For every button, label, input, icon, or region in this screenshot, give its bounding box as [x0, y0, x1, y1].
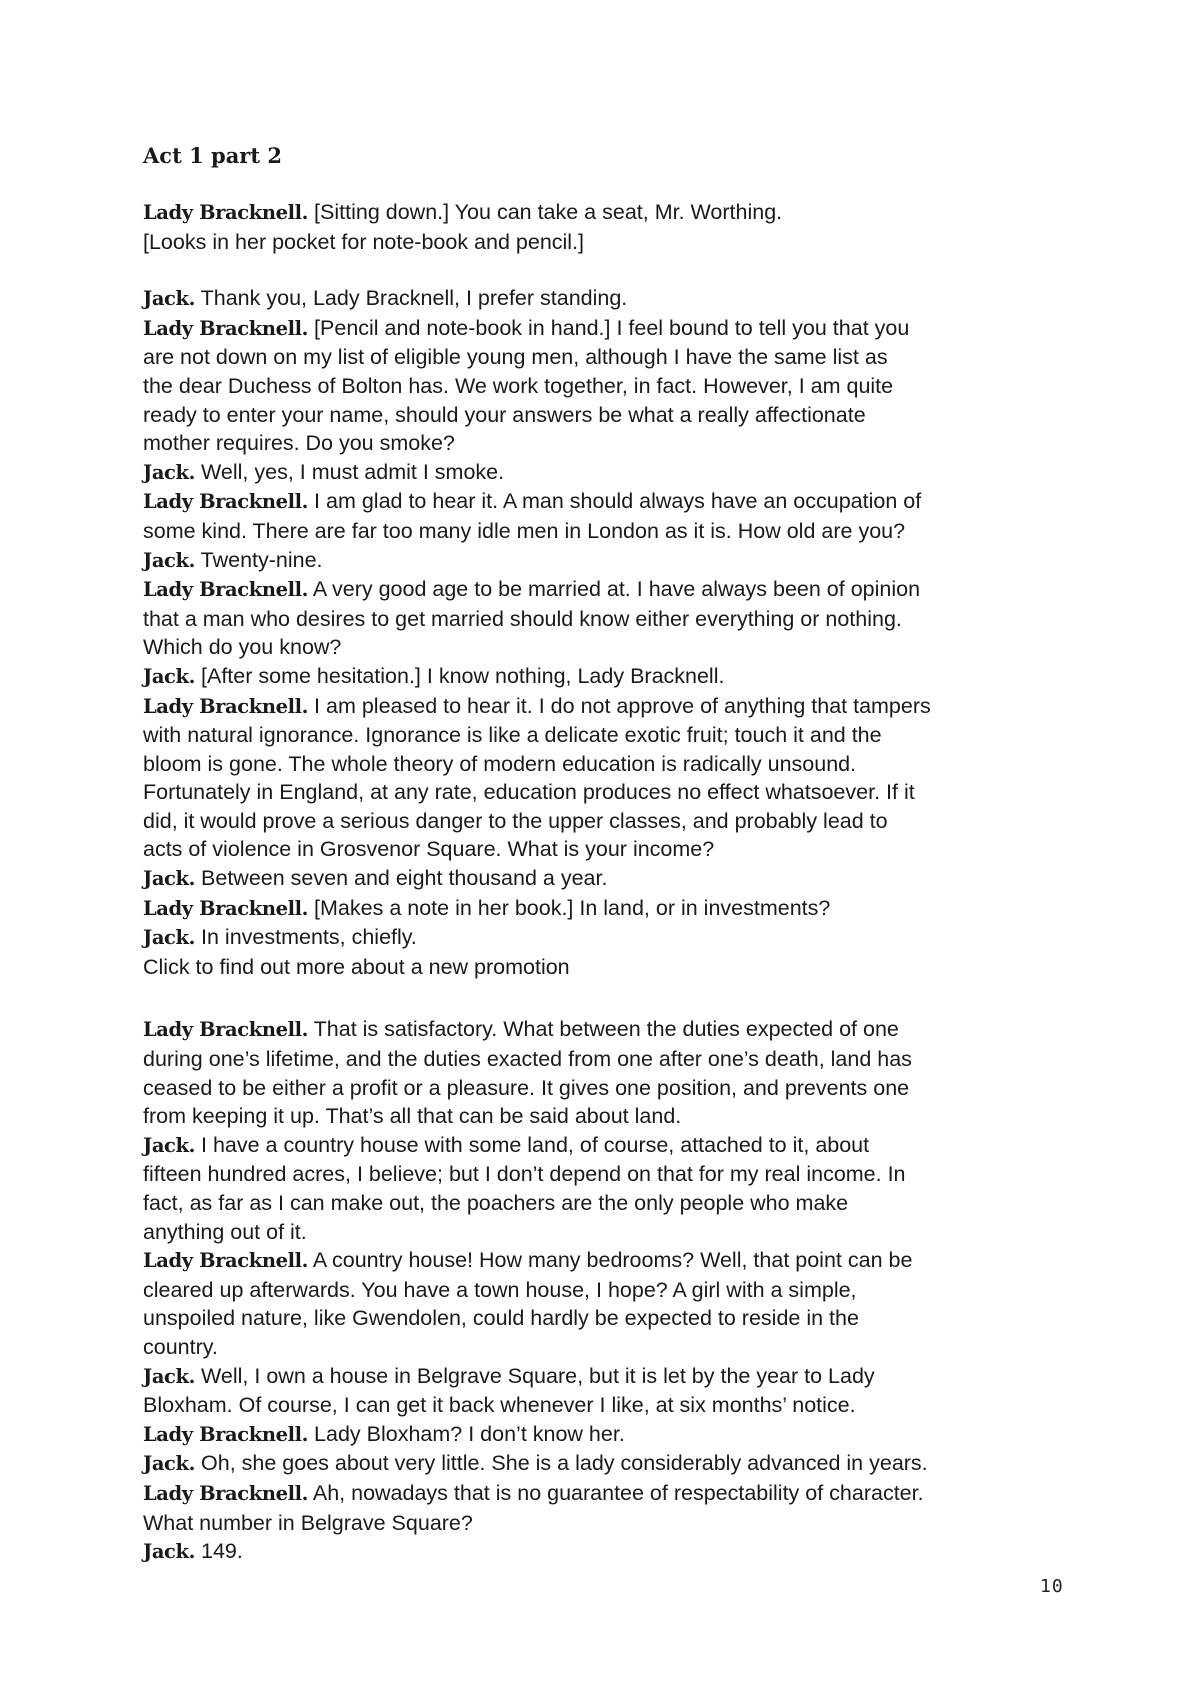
speaker-name: Jack. [143, 664, 196, 688]
dialogue-text: Ah, nowadays that is no guarantee of respectability of character. [308, 1480, 924, 1505]
dialogue-text: [After some hesitation.] I know nothing, Lady Bracknell. [195, 663, 725, 688]
speaker-name: Lady Bracknell. [143, 896, 309, 920]
dialogue-line [143, 198, 1073, 228]
spacer [143, 981, 1073, 1015]
dialogue-continuation [143, 1391, 1073, 1420]
dialogue-continuation [143, 1074, 1073, 1103]
dialogue-line [143, 546, 1073, 576]
dialogue-text: That is satisfactory. What between the duties expected of one [308, 1017, 899, 1042]
dialogue-text: 149. [195, 1539, 243, 1564]
speaker-name: Lady Bracknell. [143, 201, 309, 224]
dialogue-text: the dear Duchess of Bolton has. We work together, in fact. However, I am quite [143, 373, 894, 398]
dialogue-continuation [143, 343, 1073, 372]
dialogue-text: [Looks in her pocket for note-book and pencil.] [143, 229, 585, 254]
dialogue-continuation [143, 953, 1073, 982]
dialogue-continuation [143, 401, 1073, 430]
dialogue-text: from keeping it up. That’s all that can be said about land. [143, 1104, 682, 1129]
dialogue-continuation [143, 750, 1073, 779]
dialogue-text: I am pleased to hear it. I do not approve of anything that tampers [308, 693, 931, 718]
dialogue-text: did, it would prove a serious danger to the upper classes, and probably lead to [143, 808, 888, 833]
speaker-name: Lady Bracknell. [143, 316, 309, 340]
dialogue-text: [Pencil and note-book in hand.] I feel bound to tell you that you [308, 315, 910, 340]
dialogue-line [143, 314, 1073, 344]
dialogue-continuation [143, 429, 1073, 458]
dialogue-continuation [143, 1276, 1073, 1305]
speaker-name: Lady Bracknell. [143, 1249, 309, 1273]
dialogue-text: Bloxham. Of course, I can get it back whenever I like, at six months’ notice. [143, 1393, 856, 1418]
dialogue-text: I have a country house with some land, of course, attached to it, about [195, 1132, 870, 1157]
dialogue-text: country. [143, 1334, 218, 1359]
speaker-name: Jack. [143, 287, 196, 311]
dialogue-text: I am glad to hear it. A man should always have an occupation of [308, 489, 922, 514]
dialogue-continuation [143, 807, 1073, 836]
dialogue-text: A country house! How many bedrooms? Well, that point can be [308, 1248, 913, 1273]
dialogue-text: [Sitting down.] You can take a seat, Mr. Worthing. [308, 200, 783, 224]
dialogue-line [143, 1537, 1073, 1567]
dialogue-continuation [143, 633, 1073, 662]
dialogue-text: unspoiled nature, like Gwendolen, could hardly be expected to reside in the [143, 1306, 859, 1331]
dialogue-line [143, 1362, 1073, 1392]
document-page [143, 142, 1073, 1567]
dialogue-continuation [143, 1160, 1073, 1189]
dialogue-continuation [143, 835, 1073, 864]
dialogue-continuation [143, 372, 1073, 401]
dialogue-continuation [143, 1218, 1073, 1247]
dialogue-text: acts of violence in Grosvenor Square. What is your income? [143, 837, 715, 862]
speaker-name: Jack. [143, 460, 196, 484]
speaker-name: Jack. [143, 1133, 196, 1157]
dialogue-text: Between seven and eight thousand a year. [195, 866, 608, 891]
dialogue-continuation [143, 228, 1073, 257]
dialogue-line [143, 458, 1073, 488]
dialogue-continuation [143, 1102, 1073, 1131]
speaker-name: Jack. [143, 548, 196, 572]
page-number: 10 [1040, 1576, 1064, 1597]
dialogue-block-1 [143, 198, 1073, 256]
dialogue-line [143, 284, 1073, 314]
dialogue-line [143, 575, 1073, 605]
dialogue-continuation [143, 721, 1073, 750]
speaker-name: Jack. [143, 1364, 196, 1388]
dialogue-text: A very good age to be married at. I have always been of opinion [308, 577, 921, 602]
dialogue-text: [Makes a note in her book.] In land, or in investments? [308, 895, 831, 920]
dialogue-text: Which do you know? [143, 635, 342, 660]
dialogue-line [143, 894, 1073, 924]
speaker-name: Jack. [143, 926, 196, 950]
dialogue-line [143, 1246, 1073, 1276]
dialogue-continuation [143, 605, 1073, 634]
dialogue-text: Twenty-nine. [195, 547, 323, 572]
dialogue-continuation [143, 517, 1073, 546]
speaker-name: Jack. [143, 1452, 196, 1476]
dialogue-text: Thank you, Lady Bracknell, I prefer standing. [195, 286, 628, 311]
dialogue-text: some kind. There are far too many idle men in London as it is. How old are you? [143, 518, 906, 543]
dialogue-text: Well, I own a house in Belgrave Square, but it is let by the year to Lady [195, 1363, 875, 1388]
dialogue-line [143, 864, 1073, 894]
speaker-name: Jack. [143, 1540, 196, 1564]
dialogue-continuation [143, 778, 1073, 807]
dialogue-text: fifteen hundred acres, I believe; but I don’t depend on that for my real income. In [143, 1162, 906, 1187]
dialogue-continuation [143, 1509, 1073, 1538]
dialogue-text: Fortunately in England, at any rate, education produces no effect whatsoever. If it [143, 780, 915, 805]
speaker-name: Lady Bracknell. [143, 1018, 309, 1042]
dialogue-block-2 [143, 284, 1073, 981]
dialogue-continuation [143, 1333, 1073, 1362]
dialogue-text: fact, as far as I can make out, the poachers are the only people who make [143, 1191, 849, 1215]
speaker-name: Lady Bracknell. [143, 1481, 309, 1505]
dialogue-line [143, 1131, 1073, 1161]
speaker-name: Lady Bracknell. [143, 694, 309, 718]
dialogue-text: What number in Belgrave Square? [143, 1510, 473, 1535]
speaker-name: Lady Bracknell. [143, 578, 309, 602]
dialogue-line [143, 487, 1073, 517]
dialogue-text: are not down on my list of eligible young men, although I have the same list as [143, 345, 888, 370]
dialogue-text: anything out of it. [143, 1219, 307, 1244]
dialogue-text: In investments, chiefly. [195, 925, 417, 950]
dialogue-text: that a man who desires to get married should know either everything or nothing. [143, 606, 902, 631]
dialogue-text: during one’s lifetime, and the duties exacted from one after one’s death, land has [143, 1047, 912, 1072]
dialogue-line [143, 1479, 1073, 1509]
dialogue-text: with natural ignorance. Ignorance is like a delicate exotic fruit; touch it and the [143, 723, 882, 748]
section-heading: Act 1 part 2 [143, 143, 282, 168]
dialogue-text: Click to find out more about a new promotion [143, 954, 570, 979]
speaker-name: Jack. [143, 867, 196, 891]
dialogue-text: ceased to be either a profit or a pleasure. It gives one position, and prevents one [143, 1075, 910, 1100]
dialogue-text: bloom is gone. The whole theory of modern education is radically unsound. [143, 751, 857, 776]
dialogue-line [143, 923, 1073, 953]
dialogue-text: cleared up afterwards. You have a town house, I hope? A girl with a simple, [143, 1277, 857, 1302]
dialogue-text: Well, yes, I must admit I smoke. [195, 459, 505, 484]
dialogue-line [143, 1015, 1073, 1045]
dialogue-block-3 [143, 1015, 1073, 1566]
speaker-name: Lady Bracknell. [143, 1422, 309, 1446]
dialogue-line [143, 1420, 1073, 1450]
speaker-name: Lady Bracknell. [143, 490, 309, 514]
dialogue-text: mother requires. Do you smoke? [143, 431, 455, 456]
dialogue-text: Lady Bloxham? I don’t know her. [308, 1421, 625, 1446]
dialogue-line [143, 692, 1073, 722]
dialogue-line [143, 662, 1073, 692]
dialogue-text: ready to enter your name, should your answers be what a really affectionate [143, 402, 866, 427]
dialogue-continuation [143, 1045, 1073, 1074]
dialogue-text: Oh, she goes about very little. She is a lady considerably advanced in years. [195, 1451, 928, 1476]
dialogue-continuation [143, 1304, 1073, 1333]
spacer [143, 256, 1073, 284]
dialogue-continuation [143, 1189, 1073, 1218]
dialogue-line [143, 1449, 1073, 1479]
